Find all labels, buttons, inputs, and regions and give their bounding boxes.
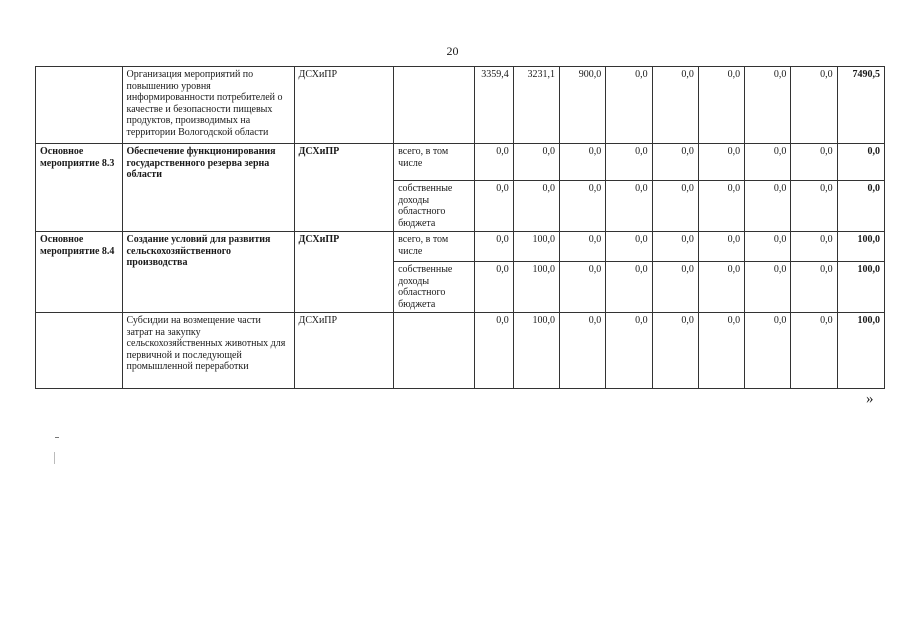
year-value-cell: 100,0 bbox=[513, 313, 559, 389]
year-value-cell: 0,0 bbox=[698, 262, 744, 313]
year-value-cell: 0,0 bbox=[652, 232, 698, 262]
executor-cell: ДСХиПР bbox=[294, 67, 394, 144]
funding-source-cell: собственные доходы областного бюджета bbox=[394, 181, 474, 232]
funding-source-cell: всего, в том числе bbox=[394, 232, 474, 262]
scan-speck bbox=[55, 437, 59, 438]
year-value-cell: 0,0 bbox=[474, 181, 513, 232]
year-value-cell: 0,0 bbox=[745, 144, 791, 181]
executor-cell: ДСХиПР bbox=[294, 144, 394, 232]
total-cell: 0,0 bbox=[837, 144, 884, 181]
year-value-cell: 0,0 bbox=[474, 232, 513, 262]
year-value-cell: 0,0 bbox=[560, 232, 606, 262]
year-value-cell: 0,0 bbox=[606, 313, 652, 389]
closing-quote-mark: » bbox=[866, 391, 874, 407]
year-value-cell: 0,0 bbox=[745, 67, 791, 144]
year-value-cell: 0,0 bbox=[606, 262, 652, 313]
year-value-cell: 0,0 bbox=[745, 181, 791, 232]
year-value-cell: 0,0 bbox=[745, 232, 791, 262]
year-value-cell: 0,0 bbox=[474, 144, 513, 181]
measure-cell: Основное мероприятие 8.4 bbox=[36, 232, 123, 313]
year-value-cell: 0,0 bbox=[606, 232, 652, 262]
year-value-cell: 0,0 bbox=[652, 262, 698, 313]
total-cell: 100,0 bbox=[837, 313, 884, 389]
year-value-cell: 0,0 bbox=[791, 181, 837, 232]
year-value-cell: 0,0 bbox=[745, 313, 791, 389]
measure-title-cell: Организация мероприятий по повышению уровня информированности потребителей о качестве и безопасности пищевых продуктов, производимых на территории Вологодской области bbox=[122, 67, 294, 144]
year-value-cell: 0,0 bbox=[791, 313, 837, 389]
year-value-cell: 100,0 bbox=[513, 232, 559, 262]
measure-title-cell: Субсидии на возмещение части затрат на закупку сельскохозяйственных животных для первичной и последующей промышленной переработки bbox=[122, 313, 294, 389]
year-value-cell: 0,0 bbox=[474, 313, 513, 389]
table-row bbox=[36, 144, 885, 181]
total-cell: 7490,5 bbox=[837, 67, 884, 144]
total-cell: 100,0 bbox=[837, 232, 884, 262]
year-value-cell: 0,0 bbox=[652, 181, 698, 232]
measure-cell bbox=[36, 67, 123, 144]
year-value-cell: 0,0 bbox=[606, 181, 652, 232]
year-value-cell: 0,0 bbox=[791, 144, 837, 181]
year-value-cell: 900,0 bbox=[560, 67, 606, 144]
year-value-cell: 0,0 bbox=[698, 144, 744, 181]
year-value-cell: 0,0 bbox=[698, 181, 744, 232]
year-value-cell: 0,0 bbox=[513, 144, 559, 181]
year-value-cell: 0,0 bbox=[791, 67, 837, 144]
total-cell: 100,0 bbox=[837, 262, 884, 313]
year-value-cell: 0,0 bbox=[560, 144, 606, 181]
year-value-cell: 0,0 bbox=[698, 67, 744, 144]
year-value-cell: 3231,1 bbox=[513, 67, 559, 144]
measure-cell bbox=[36, 313, 123, 389]
scan-speck bbox=[54, 452, 55, 464]
year-value-cell: 0,0 bbox=[606, 67, 652, 144]
year-value-cell: 0,0 bbox=[652, 67, 698, 144]
funding-source-cell bbox=[394, 313, 474, 389]
budget-table bbox=[35, 66, 885, 389]
measure-title-cell: Обеспечение функционирования государственного резерва зерна области bbox=[122, 144, 294, 232]
year-value-cell: 0,0 bbox=[652, 144, 698, 181]
table-row bbox=[36, 232, 885, 262]
table-row bbox=[36, 67, 885, 144]
year-value-cell: 0,0 bbox=[698, 313, 744, 389]
year-value-cell: 100,0 bbox=[513, 262, 559, 313]
year-value-cell: 0,0 bbox=[698, 232, 744, 262]
year-value-cell: 0,0 bbox=[791, 232, 837, 262]
funding-source-cell: всего, в том числе bbox=[394, 144, 474, 181]
funding-source-cell bbox=[394, 67, 474, 144]
executor-cell: ДСХиПР bbox=[294, 232, 394, 313]
year-value-cell: 0,0 bbox=[474, 262, 513, 313]
measure-cell: Основное мероприятие 8.3 bbox=[36, 144, 123, 232]
year-value-cell: 0,0 bbox=[560, 181, 606, 232]
year-value-cell: 3359,4 bbox=[474, 67, 513, 144]
year-value-cell: 0,0 bbox=[513, 181, 559, 232]
year-value-cell: 0,0 bbox=[606, 144, 652, 181]
funding-source-cell: собственные доходы областного бюджета bbox=[394, 262, 474, 313]
year-value-cell: 0,0 bbox=[560, 313, 606, 389]
year-value-cell: 0,0 bbox=[560, 262, 606, 313]
total-cell: 0,0 bbox=[837, 181, 884, 232]
table-row bbox=[36, 313, 885, 389]
measure-title-cell: Создание условий для развития сельскохозяйственного производства bbox=[122, 232, 294, 313]
year-value-cell: 0,0 bbox=[745, 262, 791, 313]
year-value-cell: 0,0 bbox=[791, 262, 837, 313]
year-value-cell: 0,0 bbox=[652, 313, 698, 389]
executor-cell: ДСХиПР bbox=[294, 313, 394, 389]
page-number: 20 bbox=[446, 44, 459, 58]
